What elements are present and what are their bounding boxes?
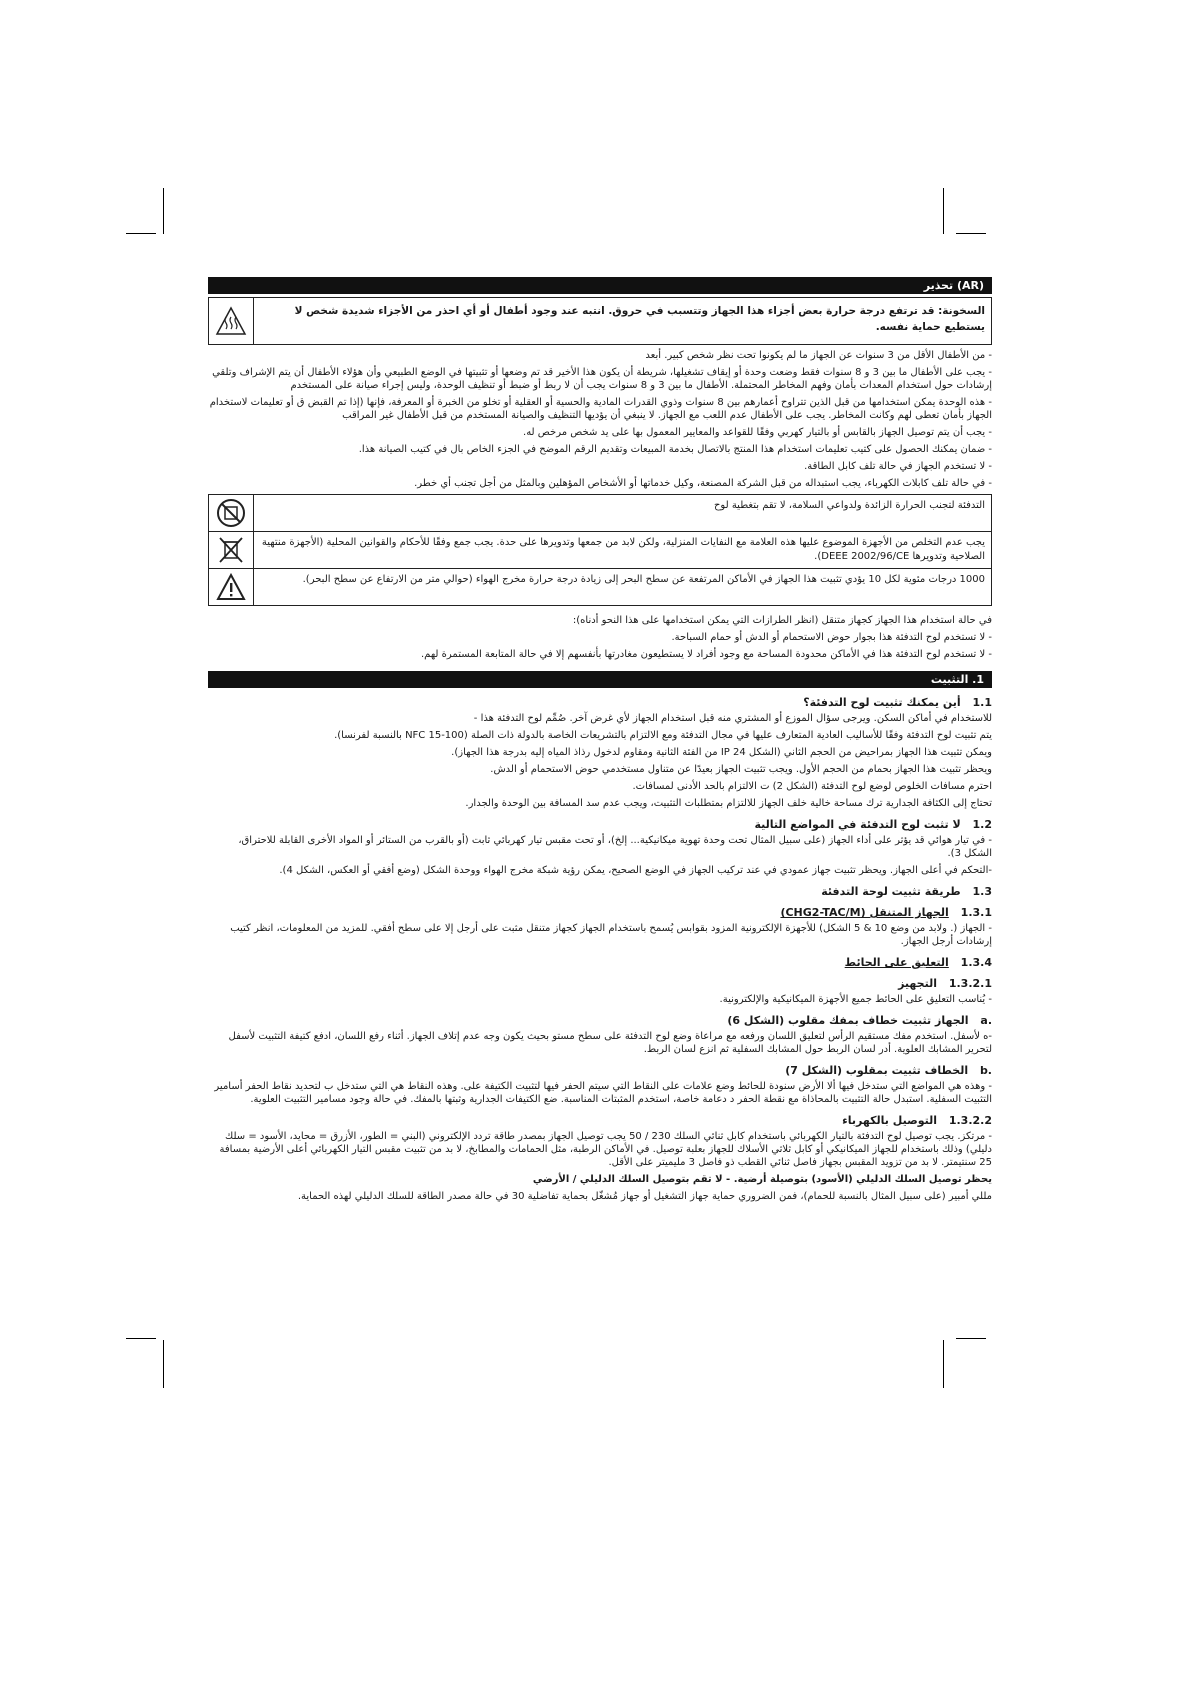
heading-title: لا تثبت لوح التدفئة في المواضع التالية [754, 818, 961, 831]
warning-triangle-icon [209, 569, 254, 605]
heading-title: الجهاز المتنقل (CHG2-TAC/M) [780, 906, 949, 919]
heading-1-3-2-1 [208, 977, 992, 990]
crop-mark-tl-v [163, 188, 164, 234]
heading-title: التعليق على الحائط [844, 956, 949, 969]
safety-bullet: - في حالة تلف كابلات الكهرباء، يجب استبداله من قبل الشركة المصنعة، وكيل خدماتها أو الأشخاص المؤهلين وبالمثل من أجل تجنب أي خطر. [414, 478, 992, 489]
paragraph: - يُناسب التعليق على الحائط جميع الأجهزة الميكانيكية والإلكترونية. [719, 994, 992, 1005]
paragraph: تحتاج إلى الكثافة الجدارية ترك مساحة خالية خلف الجهاز للالتزام بمتطلبات التثبيت، ويجب عدم سد المسافة بين الوحدة والجدار. [465, 798, 992, 809]
heading-number: 1.3.2.2 [948, 1114, 992, 1127]
paragraph: -ه لأسفل. استخدم مفك مستقيم الرأس لتعليق اللسان ورفعه مع مراعاة وضع لوح التدفئة على سطح مستو بحيث يكون وجه عدم إتلاف الجهاز. أثناء رفع اللسان، ادفع كتيفة التثبيت لأسفل لتحرير المشابك العلوية. أدر لسان الربط حول المشابك السفلية ثم انزع لسان الربط. [228, 1031, 992, 1055]
paragraph: احترم مسافات الخلوص لوضع لوح التدفئة (الشكل 2) ت الالتزام بالحد الأدنى لمسافات. [632, 781, 992, 792]
warning-text: السخونة: قد ترتفع درجة حرارة بعض أجزاء هذا الجهاز وتتسبب في حروق. انتبه عند وجود أطفال أو أي احذر من الأجزاء شديدة شخص لا يستطيع حماية نفسه. [294, 305, 985, 333]
hot-surface-icon [209, 298, 254, 344]
safety-bullet: - لا تستخدم الجهاز في حالة تلف كابل الطاقة. [804, 461, 992, 472]
paragraph: - مرتكز. يجب توصيل لوح التدفئة بالتيار الكهربائي باستخدام كابل ثنائي السلك 230 / 50 يجب توصيل الجهاز بمصدر طاقة تردد الإلكتروني (البني = الطور، الأزرق = محايد، الأسود = سلك دليلي) وذلك باستخدام للجهاز الميكانيكي أو كابل ثلاثي الأسلاك للجهاز بعلبة توصيل. في الأماكن الرطبة، مثل الحمامات والمطابخ، لا بد من تثبيت مقبس التيار الكهربائي أعلى الأرضية بمسافة 25 سنتيمتر. لا بد من تزويد المقبس بجهاز فاصل ثنائي القطب ذو فاصل 3 مليميتر على الأقل. [219, 1131, 992, 1168]
do-not-cover-icon [209, 495, 254, 531]
safety-bullet: - يجب على الأطفال ما بين 3 و 8 سنوات فقط وضعت وحدة أو إيقاف تشغيلها، شريطة أن يكون هذا الأخير قد تم وضعها أو تثبيتها في الوضع الطبيعي وأن هؤلاء الأطفال أن يتم الإشراف وتلقي إرشادات حول استخدام المعدات بأمان وفهم المخاطر المحتملة. الأطفال ما بين 3 و 8 سنوات يجب أن لا ربط أو ضبط أو تنظيف الوحدة، وليس إجراء صيانة على المستخدم [212, 367, 992, 391]
heading-b [208, 1064, 992, 1077]
paragraph-bold-note: يحظر توصيل السلك الدليلي (الأسود) بتوصيلة أرضية. - لا تقم بتوصيل السلك الدليلي / الأرضي [532, 1174, 992, 1185]
heading-1-3-1 [208, 906, 992, 919]
bathroom-intro: في حالة استخدام هذا الجهاز كجهاز متنقل (انظر الطرازات التي يمكن استخدامها على هذا النحو أدناه): [572, 615, 992, 626]
table-row-text: التدفئة لتجنب الحرارة الزائدة ولدواعي السلامة، لا تقم بتغطية لوح [713, 500, 985, 511]
heading-label: b. [979, 1064, 992, 1077]
paragraph: - وهذه هي المواضع التي ستدخل فيها ألا الأرض سنودة للحائط وضع علامات على النقاط التي سيتم الحفر فيها لتثبيت الكتيفة على. وهذه النقاط هي التي ستدخل ب لتحديد نقاط الحفر أسامير التثبيت السفلية. استبدل حالة التثبيت بالمحاذاة مع نقطة الحفر د دعامة خاصة، استخدم المثبتات المناسبة. ضع الكتيفات الجدارية وثبتها بالمفك. في حالة وجود مسامير التثبيت العلوية. [214, 1081, 992, 1105]
safety-bullet: - هذه الوحدة يمكن استخدامها من قبل الذين تتراوح أعمارهم بين 8 سنوات وذوي القدرات المادية والحسية أو العقلية أو تخلو من الخبرة أو المعرفة، فإنها (إذا تم القبض ق أو تعليمات لاستخدام الجهاز بأمان تعطى لهم وكانت المخاطر. يجب على الأطفال عدم اللعب مع الجهاز. لا ينبغي أن يؤديها التنظيف والصيانة المستخدم من قبل الأطفال غير المراقب [209, 397, 992, 421]
heading-number: 1.3 [972, 885, 992, 898]
paragraph: مللي أمبير (على سبيل المثال بالنسبة للحمام)، فمن الضروري حماية جهاز التشغيل أو جهاز مُشغّل بحماية تفاضلية 30 في حالة مصدر الطاقة للسلك الدليلي لهذه الحماية. [297, 1191, 992, 1202]
table-row-text: يجب عدم التخلص من الأجهزة الموضوع عليها هذه العلامة مع النفايات المنزلية، ولكن لابد من جمعها وتدويرها على حدة. يجب جمع وفقًا للأحكام والقوانين المحلية (الأجهزة منتهية الصلاحية وتدويرها DEEE 2002/96/CE). [261, 537, 985, 562]
heading-number: 1.3.1 [960, 906, 992, 919]
heading-number: 1.3.4 [960, 956, 992, 969]
heading-1-3-2-2 [208, 1114, 992, 1127]
table-row [209, 569, 991, 605]
safety-bullet: - يجب أن يتم توصيل الجهاز بالقابس أو بالتيار كهربي وفقًا للقواعد والمعايير المعمول بها على يد شخص مرخص له. [523, 427, 992, 438]
crop-mark-tr-v [943, 188, 944, 234]
paragraph: -التحكم في أعلى الجهاز. ويحظر تثبيت جهاز عمودي في عند تركيب الجهاز في الوضع الصحيح، يمكن رؤية شبكة مخرج الهواء ووحدة الشكل (وضع أفقي أو العكس، الشكل 4). [279, 865, 992, 876]
bathroom-bullet: - لا تستخدم لوح التدفئة هذا في الأماكن محدودة المساحة مع وجود أفراد لا يستطيعون مغادرتها بأنفسهم إلا في حالة المتابعة المستمرة لهم. [420, 649, 992, 660]
heading-title: التجهيز [898, 977, 937, 990]
crop-mark-br-v [943, 1340, 944, 1388]
symbol-table [208, 494, 992, 606]
safety-bullet: - ضمان يمكنك الحصول على كتيب تعليمات استخدام هذا المنتج بالاتصال بخدمة المبيعات وتقديم الرقم الموضح في الجزء الخاص بال في كتيب الصيانة هذا. [358, 444, 992, 455]
crossed-bin-icon [209, 532, 254, 568]
heading-number: 1.3.2.1 [948, 977, 992, 990]
heading-label: a. [980, 1014, 992, 1027]
heading-title: أين يمكنك تثبيت لوح التدفئة؟ [803, 696, 961, 709]
safety-bullet: - من الأطفال الأقل من 3 سنوات عن الجهاز ما لم يكونوا تحت نظر شخص كبير. أبعد [645, 350, 992, 361]
paragraph: - في تيار هوائي قد يؤثر على أداء الجهاز (على سبيل المثال تحت وحدة تهوية ميكانيكية... إلخ)، أو تحت مقبس تيار كهربائي ثابت (أو بالقرب من الستائر أو المواد الأخرى القابلة للاحتراق، الشكل 3). [238, 835, 992, 859]
table-row [209, 532, 991, 569]
crop-mark-br-h [956, 1338, 986, 1339]
crop-mark-tr-h [956, 233, 986, 234]
heading-number: 1.2 [972, 818, 992, 831]
crop-mark-bl-v [163, 1340, 164, 1388]
heading-a [208, 1014, 992, 1027]
hot-surface-warning-box [208, 297, 992, 345]
heading-1-3 [208, 885, 992, 898]
section-installation-bar: 1. التثبيت [208, 671, 992, 688]
table-row-text: 1000 درجات مئوية لكل 10 يؤدي تثبيت هذا الجهاز في الأماكن المرتفعة عن سطح البحر إلى زيادة درجة حرارة مخرج الهواء (حوالي متر من الارتفاع عن سطح البحر). [302, 574, 985, 585]
heading-number: 1.1 [972, 696, 992, 709]
crop-mark-bl-h [126, 1338, 156, 1339]
heading-1-1 [208, 696, 992, 709]
heading-1-2 [208, 818, 992, 831]
heading-1-3-4 [208, 956, 992, 969]
paragraph: يتم تثبيت لوح التدفئة وفقًا للأساليب العادية المتعارف عليها في مجال التدفئة ومع الالتزام بالتشريعات الخاصة بالدولة ذات الصلة (NFC 15-100 بالنسبة لفرنسا). [334, 730, 992, 741]
heading-title: التوصيل بالكهرباء [842, 1114, 937, 1127]
heading-title: طريقة تثبيت لوحة التدفئة [821, 885, 961, 898]
heading-title: الجهاز تثبيت خطاف بمفك مقلوب (الشكل 6) [727, 1014, 969, 1027]
paragraph: ويمكن تثبيت هذا الجهاز بمراحيض من الحجم الثاني (الشكل IP 24 من الفئة الثانية ومقاوم لدخول رذاذ المياه إليه بدرجة هذا الجهاز). [451, 747, 992, 758]
manual-page [208, 277, 992, 1297]
language-header-bar: (AR) تحذير [208, 277, 992, 294]
bathroom-bullet: - لا تستخدم لوح التدفئة هذا بجوار حوض الاستحمام أو الدش أو حمام السباحة. [671, 632, 992, 643]
paragraph: للاستخدام في أماكن السكن. ويرجى سؤال الموزع أو المشتري منه قبل استخدام الجهاز لأي غرض آخر. صُمِّم لوح التدفئة هذا - [473, 713, 992, 724]
heading-title: الخطاف تثبيت بمقلوب (الشكل 7) [785, 1064, 969, 1077]
paragraph: - الجهاز (. ولابد من وضع 10 & 5 الشكل) للأجهزة الإلكترونية المزود بقوابس يُسمح باستخدام الجهاز كجهاز متنقل مثبت على أرجل إلا على سطح أفقي. للمزيد من المعلومات، انظر كتيب إرشادات أرجل الجهاز. [230, 923, 992, 947]
paragraph: ويحظر تثبيت هذا الجهاز بحمام من الحجم الأول. ويجب تثبيت الجهاز بعيدًا عن متناول مستخدمي حوض الاستحمام أو الدش. [490, 764, 992, 775]
table-row [209, 495, 991, 532]
crop-mark-tl-h [126, 233, 156, 234]
